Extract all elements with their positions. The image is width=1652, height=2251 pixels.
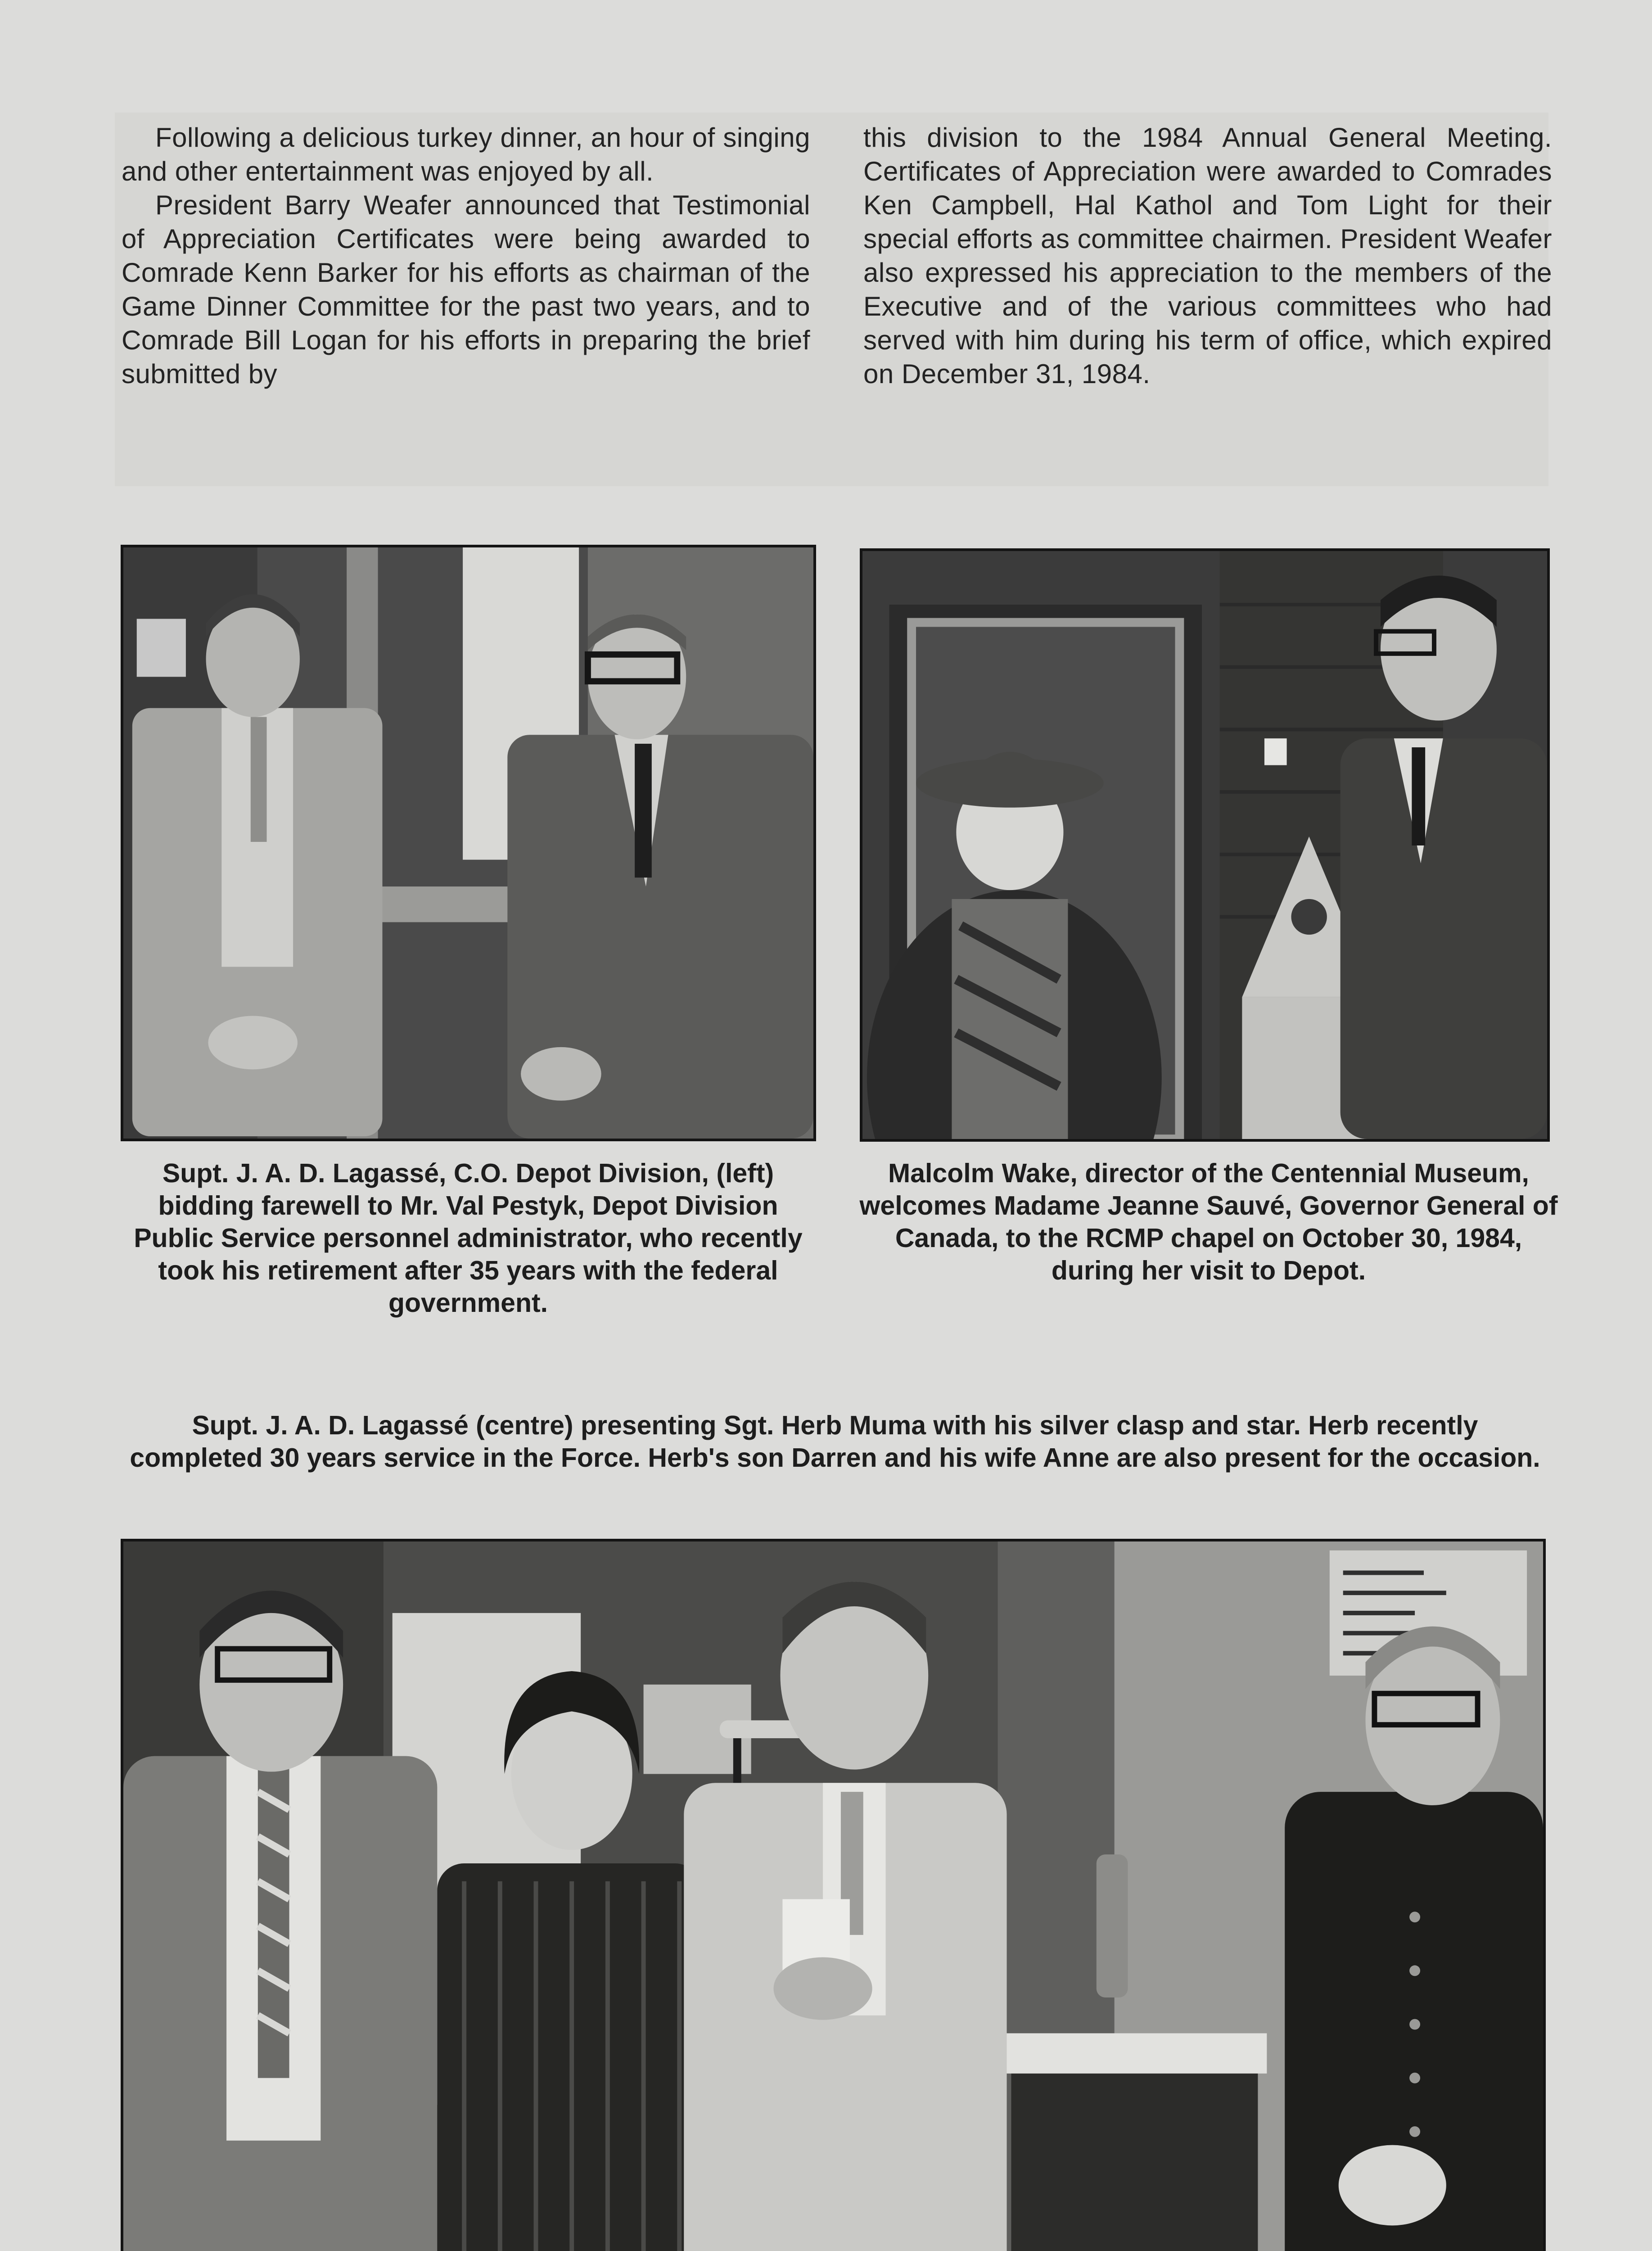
photo-farewell-caption: Supt. J. A. D. Lagassé, C.O. Depot Division, (left) bidding farewell to Mr. Val Pestyk, Depot Division Public Service personnel administrator, who recently took his retirement after 35 years with the federal government. [134,1158,803,1318]
paragraph: this division to the 1984 Annual General Meeting. Certificates of Appreciation were awarded to Comrades Ken Campbell, Hal Kathol and Tom Light for their special efforts as committee chairmen. President Weafer also expressed his appreciation to the members of the Executive and of the various committees who had served with him during his term of office, which expired on December 31, 1984. [863,122,1552,389]
photo-farewell [121,545,816,1141]
photo-presentation-caption: Supt. J. A. D. Lagassé (centre) presenting Sgt. Herb Muma with his silver clasp and star. Herb recently completed 30 years service in the Force. Herb's son Darren and his wife Anne are also present for the occasion. [130,1410,1540,1473]
photo-presentation [121,1539,1546,2251]
photo-chapel-visit-image [862,551,1547,1139]
photo-presentation-image [123,1541,1543,2251]
article-right-column [863,121,1552,391]
paragraph: President Barry Weafer announced that Testimonial of Appreciation Certificates were being awarded to Comrade Kenn Barker for his efforts as chairman of the Game Dinner Committee for the past two years, and to Comrade Bill Logan for his efforts in preparing the brief submitted by [122,190,810,389]
photo-chapel-visit [860,548,1550,1142]
photo-farewell-image [123,547,813,1139]
paragraph: Following a delicious turkey dinner, an hour of singing and other entertainment was enjoyed by all. [122,122,810,186]
article-left-column [122,121,810,391]
photo-chapel-visit-caption: Malcolm Wake, director of the Centennial Museum, welcomes Madame Jeanne Sauvé, Governor General of Canada, to the RCMP chapel on October 30, 1984, during her visit to Depot. [859,1158,1558,1285]
